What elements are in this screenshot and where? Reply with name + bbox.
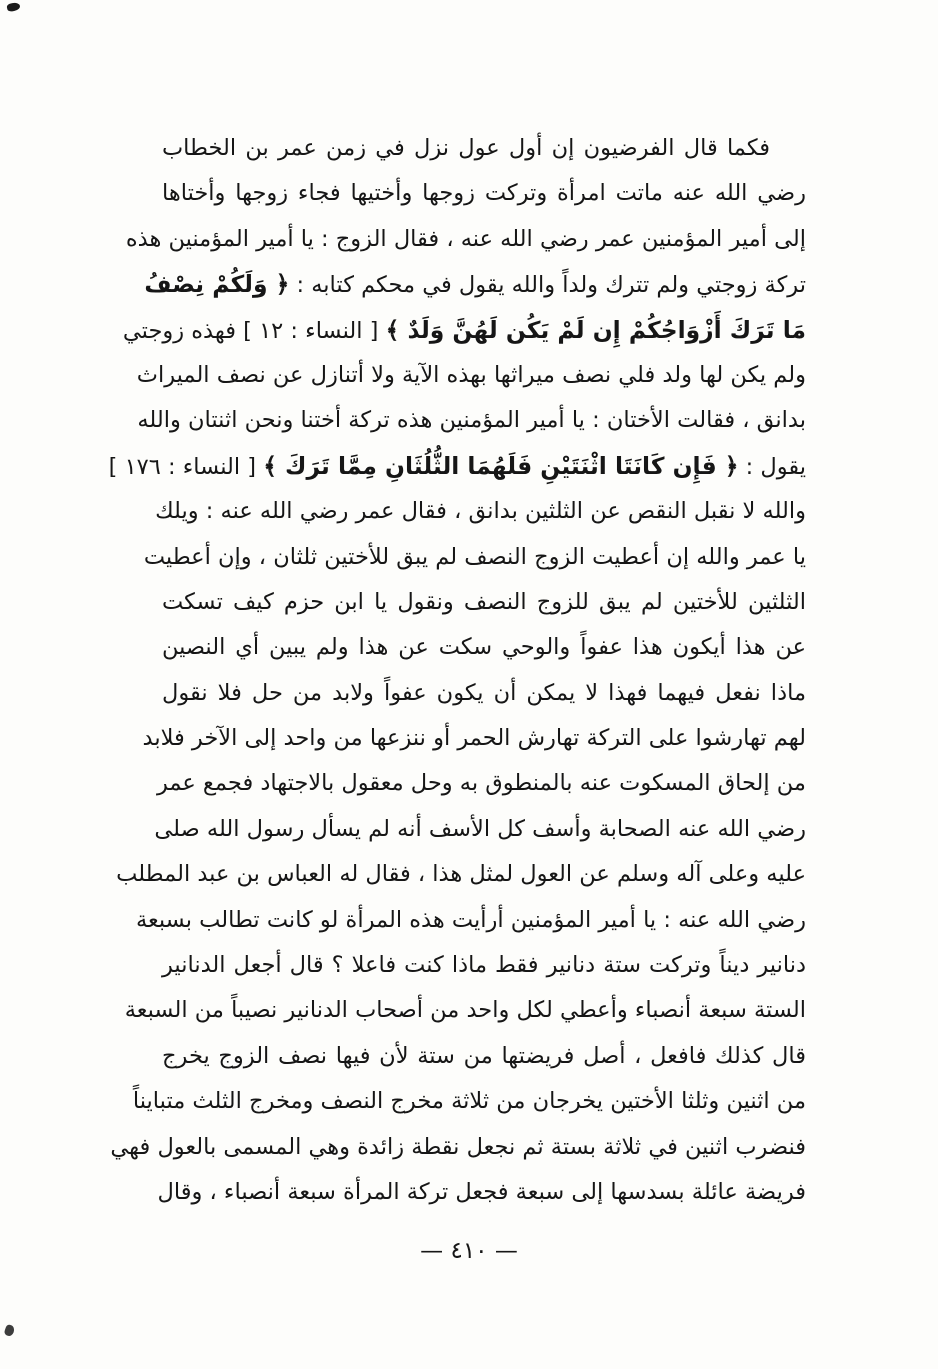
body-text: فكما قال الفرضيون إن أول عول نزل في زمن عمر بن الخطاب <box>162 135 770 161</box>
body-text: يا عمر والله إن أعطيت الزوج النصف لم يبق للأختين ثلثان ، وإن أعطيت <box>143 543 806 570</box>
quran-quote: ﴿ فَإِن كَانَتَا اثْنَتَيْنِ فَلَهُمَا الثُّلُثَانِ مِمَّا تَرَكَ ﴾ <box>263 451 739 480</box>
body-text: رضي الله عنه ماتت امرأة وتركت زوجها وأختيها فجاء زوجها وأختاها <box>162 180 806 207</box>
body-text: تركة زوجتي ولم تترك ولداً والله يقول في محكم كتابه : <box>289 272 806 299</box>
body-text: يقول : <box>738 453 806 480</box>
body-text: [ النساء : ١٧٦ ] <box>108 453 264 480</box>
text-line <box>124 988 806 1033</box>
text-line <box>162 1034 806 1079</box>
body-text: لهم تهارشوا على التركة تهارش الحمر أو ننزعها من واحد إلى الآخر فلابد <box>142 725 806 752</box>
body-text: دنانير ديناً وتركت ستة دنانير فقط ماذا كنت فاعلا ؟ قال أجعل الدنانير <box>162 952 806 979</box>
text-line <box>110 1125 806 1170</box>
page-number: — ٤١٠ — <box>420 1238 518 1264</box>
quran-quote: مَا تَرَكَ أَزْوَاجُكُمْ إِن لَمْ يَكُن لَهُنَّ وَلَدٌ ﴾ <box>385 315 806 344</box>
scan-artifact <box>6 2 20 13</box>
page-text-block <box>108 126 806 1215</box>
text-line <box>154 807 806 852</box>
body-text: عن هذا أيكون هذا عفواً والوحي سكت عن هذا ولم يبين أي النصين <box>162 634 806 661</box>
body-text: ولم يكن لها ولد فلي نصف ميراثها بهذه الآية ولا أتنازل عن نصف الميراث <box>136 361 806 388</box>
body-text: من إلحاق المسكوت عنه بالمنطوق به وحل معقول بالاجتهاد فجمع عمر <box>156 770 806 797</box>
text-line <box>116 852 806 897</box>
text-line <box>143 535 806 580</box>
scan-artifact <box>3 1324 15 1337</box>
text-line <box>162 171 806 216</box>
body-text: فنضرب اثنين في ثلاثة بستة ثم نجعل نقطة زائدة وهي المسمى بالعول فهي <box>110 1133 806 1160</box>
text-line <box>162 126 806 171</box>
text-line <box>162 943 806 988</box>
text-line <box>122 308 806 353</box>
body-text: والله لا نقبل النقص عن الثلثين بدانق ، فقال عمر رضي الله عنه : ويلك <box>155 498 806 525</box>
body-text: فريضة عائلة بسدسها إلى سبعة فجعل تركة المرأة سبعة أنصباء ، وقال <box>157 1178 806 1205</box>
text-line <box>137 398 806 443</box>
text-line <box>162 625 806 670</box>
body-text: عليه وعلى آله وسلم عن العول لمثل هذا ، فقال له العباس بن عبد المطلب <box>116 861 806 888</box>
text-line <box>156 761 806 806</box>
text-line <box>162 580 806 625</box>
body-text: رضي الله عنه الصحابة وأسف كل الأسف أنه لم يسأل رسول الله صلى <box>154 815 806 842</box>
text-line <box>125 217 806 262</box>
body-text: بدانق ، فقالت الأختان : يا أمير المؤمنين هذه تركة أختنا ونحن اثنتان والله <box>137 407 806 434</box>
text-line <box>135 898 806 943</box>
body-text: من اثنين وثلثا الأختين يخرجان من ثلاثة مخرج النصف ومخرج الثلث متبايناً <box>132 1088 806 1115</box>
text-line <box>136 353 806 398</box>
text-line <box>144 262 806 307</box>
body-text: ماذا نفعل فيهما فهذا لا يمكن أن يكون عفواً ولابد من حل فلا نقول <box>162 679 806 706</box>
text-line <box>157 1170 806 1215</box>
body-text: [ النساء : ١٢ ] فهذه زوجتي <box>122 317 386 344</box>
text-line <box>132 1079 806 1124</box>
body-text: رضي الله عنه : يا أمير المؤمنين أرأيت هذه المرأة لو كانت تطالب بسبعة <box>135 906 806 933</box>
text-line <box>162 671 806 716</box>
quran-quote: ﴿ وَلَكُمْ نِصْفُ <box>144 270 290 299</box>
body-text: إلى أمير المؤمنين عمر رضي الله عنه ، فقال الزوج : يا أمير المؤمنين هذه <box>125 225 806 252</box>
body-text: الثلثين للأختين لم يبق للزوج النصف ونقول يا ابن حزم كيف تسكت <box>162 588 806 615</box>
body-text: الستة سبعة أنصباء وأعطي لكل واحد من أصحاب الدنانير نصيباً من السبعة <box>124 997 806 1024</box>
text-line <box>142 716 806 761</box>
body-text: قال كذلك فافعل ، أصل فريضتها من ستة لأن فيها نصف الزوج يخرج <box>162 1042 806 1069</box>
text-line <box>108 444 806 489</box>
text-line <box>155 489 806 534</box>
